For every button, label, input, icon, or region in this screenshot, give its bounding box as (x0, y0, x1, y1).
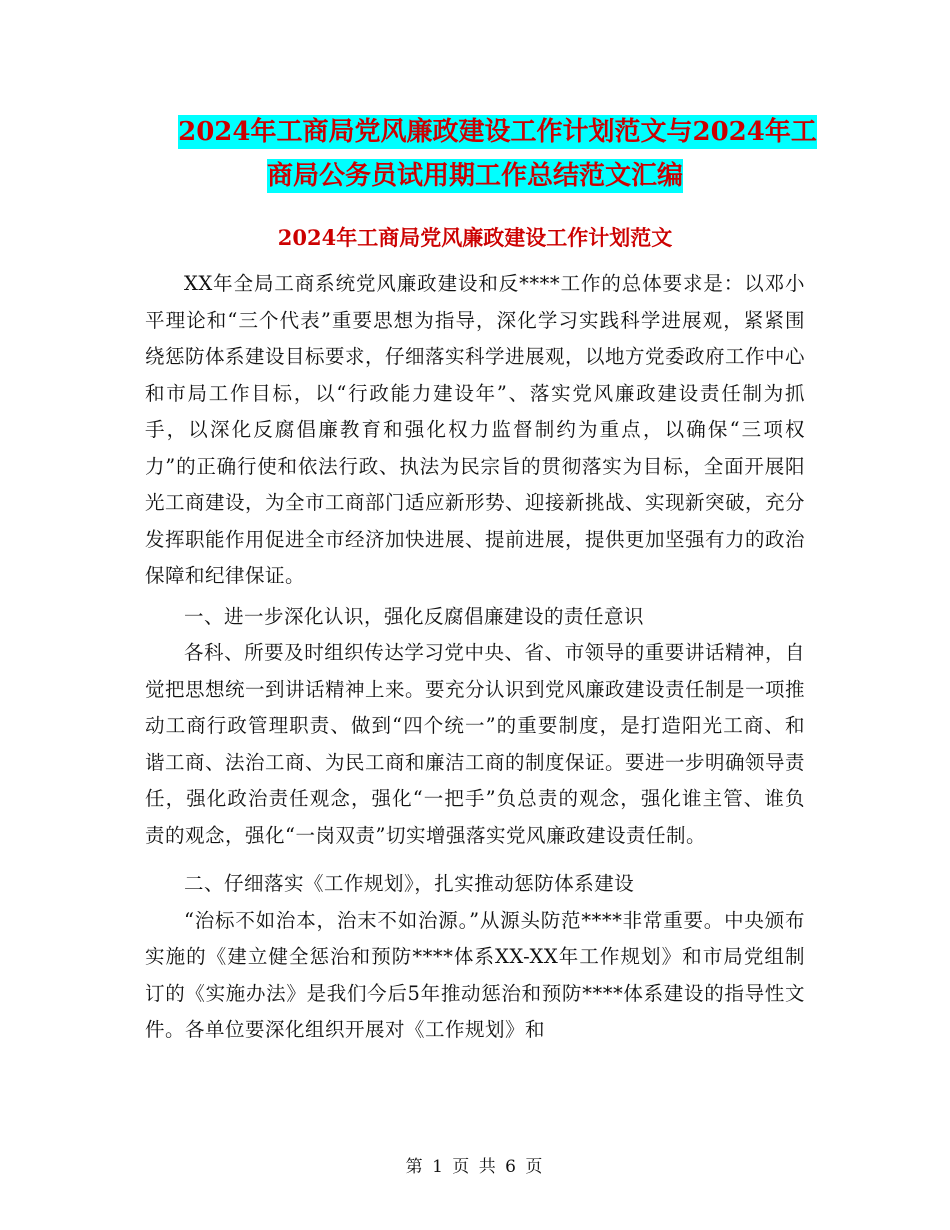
paragraph-section-1: 各科、所要及时组织传达学习党中央、省、市领导的重要讲话精神，自觉把思想统一到讲话精神上来。要充分认识到党风廉政建设责任制是一项推动工商行政管理职责、做到“四个统一”的重要制度，是打造阳光工商、和谐工商、法治工商、为民工商和廉洁工商的制度保证。要进一步明确领导责任，强化政治责任观念，强化“一把手”负总责的观念，强化谁主管、谁负责的观念，强化“一岗双责”切实增强落实党风廉政建设责任制。 (145, 641, 806, 847)
page-footer: 第 1 页 共 6 页 (405, 1157, 545, 1177)
paragraph-intro: XX年全局工商系统党风廉政建设和反****工作的总体要求是：以邓小平理论和“三个代表”重要思想为指导，深化学习实践科学进展观，紧紧围绕惩防体系建设目标要求，仔细落实科学进展观，以地方党委政府工作中心和市局工作目标，以“行政能力建设年”、落实党风廉政建设责任制为抓手，以深化反腐倡廉教育和强化权力监督制约为重点，以确保“三项权力”的正确行使和依法行政、执法为民宗旨的贯彻落实为目标，全面开展阳光工商建设，为全市工商部门适应新形势、迎接新挑战、实现新突破，充分发挥职能作用促进全市经济加快进展、提前进展，提供更加坚强有力的政治保障和纪律保证。 (145, 272, 806, 587)
main-title-line-2 (0, 154, 950, 198)
section-heading-1: 一、进一步深化认识，强化反腐倡廉建设的责任意识 (184, 604, 645, 628)
main-title-highlight-1: 2024年工商局党风廉政建设工作计划范文与2024年工 (178, 117, 817, 147)
section-heading-2: 二、仔细落实《工作规划》，扎实推动惩防体系建设 (184, 872, 635, 895)
main-title-line-1 (0, 110, 950, 154)
main-title-highlight-2: 商局公务员试用期工作总结范文汇编 (266, 161, 683, 191)
document-body (145, 266, 805, 1049)
section-title: 2024年工商局党风廉政建设工作计划范文 (277, 225, 673, 250)
paragraph-section-2: “治标不如治本，治末不如治源。”从源头防范****非常重要。中央颁布实施的《建立健全惩治和预防****体系XX-XX年工作规划》和市局党组制订的《实施办法》是我们今后5年推动惩治和预防****体系建设的指导性文件。各单位要深化组织开展对《工作规划》和 (145, 908, 805, 1041)
main-title (0, 110, 950, 198)
